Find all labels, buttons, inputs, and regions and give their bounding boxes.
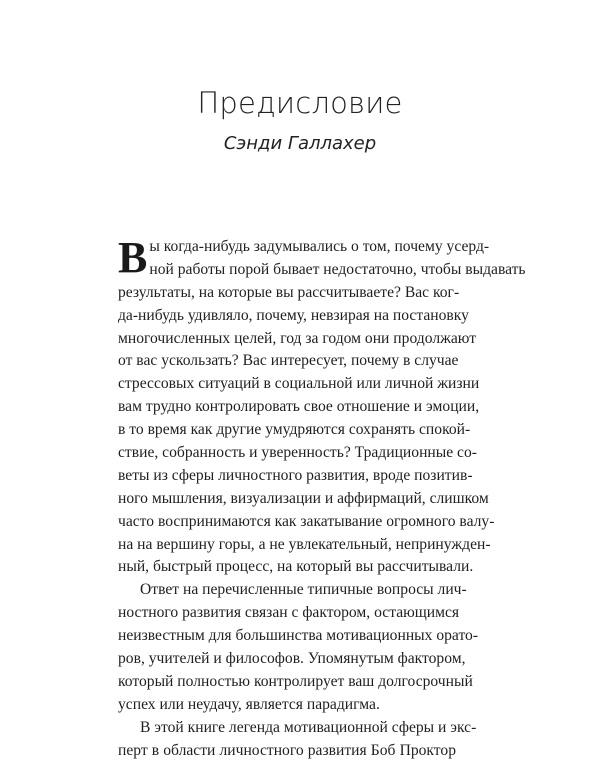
chapter-title: Предисловие bbox=[197, 86, 403, 120]
chapter-author: Сэнди Галлахер bbox=[223, 133, 377, 154]
text-line: успех или неудачу, является парадигма. bbox=[118, 695, 380, 713]
text-line: результаты, на которые вы рассчитываете? Вас ког- bbox=[118, 283, 460, 301]
text-line: В этой книге легенда мотивационной сферы и экс- bbox=[140, 718, 477, 736]
body-text bbox=[118, 233, 526, 762]
text-line: перт в области личностного развития Боб Проктор bbox=[118, 741, 456, 759]
text-line: от вас ускользать? Вас интересует, почему в случае bbox=[118, 352, 459, 370]
text-line: неизвестным для большинства мотивационных орато- bbox=[118, 627, 479, 645]
text-line: вам трудно контролировать свое отношение и эмоции, bbox=[118, 398, 480, 416]
text-line: который полностью контролирует ваш долгосрочный bbox=[118, 672, 473, 690]
text-line: ной работы порой бывает недостаточно, чтобы выдавать bbox=[149, 260, 526, 278]
text-line: Ответ на перечисленные типичные вопросы лич- bbox=[140, 581, 467, 599]
drop-cap: В bbox=[118, 233, 148, 282]
text-line: в то время как другие умудряются сохранять спокой- bbox=[118, 421, 471, 439]
text-line: на на вершину горы, а не увлекательный, непринужден- bbox=[118, 535, 491, 553]
text-line: стрессовых ситуаций в социальной или личной жизни bbox=[118, 375, 480, 393]
text-line: ы когда-нибудь задумывались о том, почему усерд- bbox=[149, 238, 490, 255]
text-line: ров, учителей и философов. Упомянутым фактором, bbox=[118, 650, 466, 668]
text-line: да-нибудь удивляло, почему, невзирая на постановку bbox=[118, 306, 469, 324]
text-line: ствие, собранность и уверенность? Традиционные со- bbox=[118, 444, 477, 462]
text-line: ного мышления, визуализации и аффирмаций, слишком bbox=[118, 489, 489, 507]
text-line: многочисленных целей, год за годом они продолжают bbox=[118, 329, 477, 347]
text-line: ный, быстрый процесс, на который вы рассчитывали. bbox=[118, 558, 474, 576]
text-line: часто воспринимаются как закатывание огромного валу- bbox=[118, 512, 495, 530]
text-line: веты из сферы личностного развития, вроде позитив- bbox=[118, 466, 473, 484]
text-line: ностного развития связан с фактором, остающимся bbox=[118, 604, 460, 622]
